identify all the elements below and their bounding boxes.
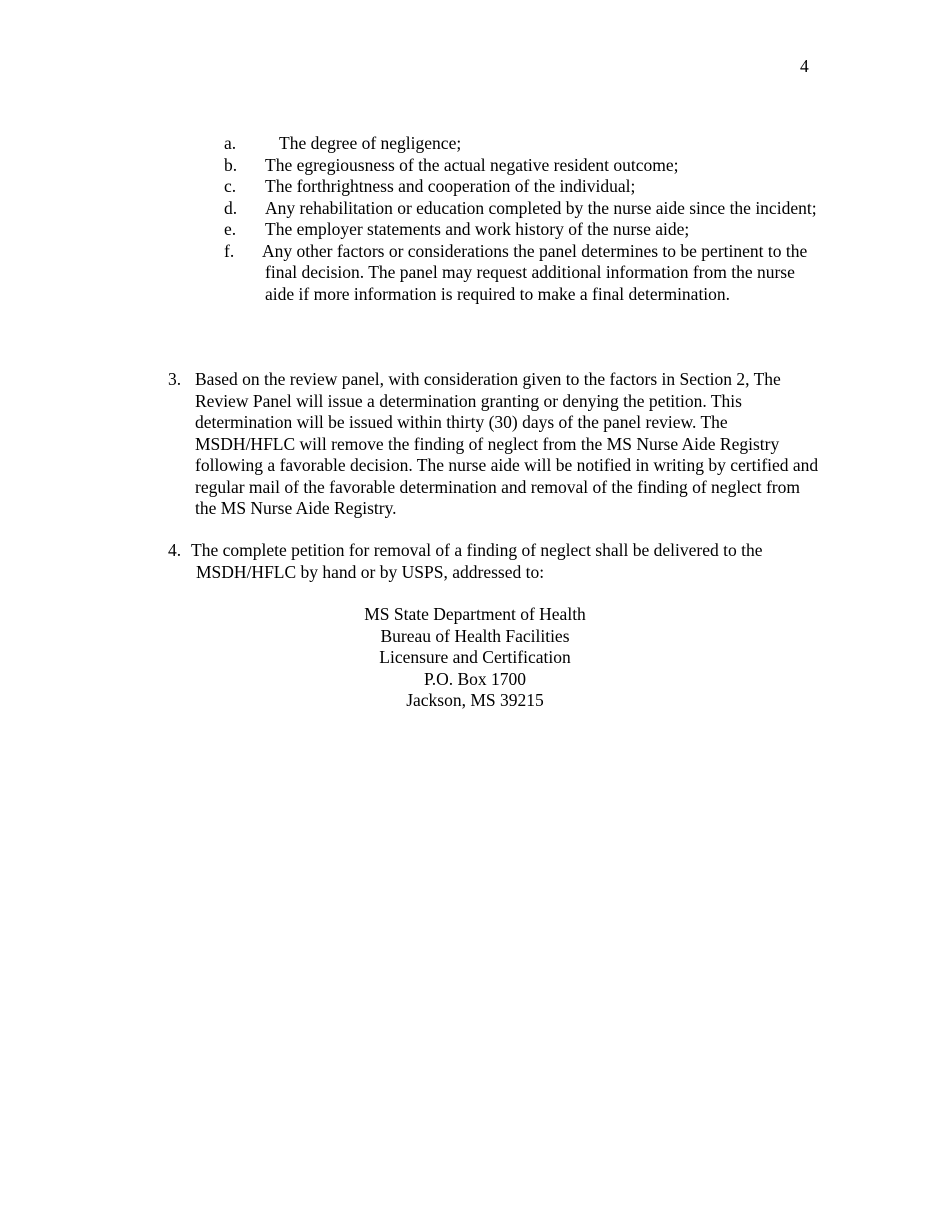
factor-text: The degree of negligence; [279,133,462,153]
factor-letter: b. [224,154,238,175]
factors-list [0,133,950,305]
section-text: Based on the review panel, with consideration given to the factors in Section 2, The Review Panel will issue a determination granting or denying the petition. This determination will be issued within thirty (30) days of the panel review. The MSDH/HFLC will remove the finding of neglect from the MS Nurse Aide Registry following a favorable decision. The nurse aide will be notified in writing by certified and regular mail of the favorable determination and removal of the finding of neglect from the MS Nurse Aide Registry. [195,369,819,518]
factor-item-d [0,198,950,220]
factor-item-c [0,176,950,198]
factor-text: The employer statements and work history of the nurse aide; [265,219,690,239]
address-line-city: Jackson, MS 39215 [406,690,544,710]
factor-letter: c. [224,176,237,196]
mailing-address [0,604,950,712]
section-text: The complete petition for removal of a finding of neglect shall be delivered to the MSDH/HFLC by hand or by USPS, addressed to: [191,540,763,582]
factor-text: The forthrightness and cooperation of the individual; [265,176,636,196]
page-number: 4 [800,56,809,76]
address-line-po-box: P.O. Box 1700 [423,668,527,689]
factor-letter: a. [224,133,237,153]
factor-letter: e. [224,219,237,239]
factor-item-b [0,155,950,177]
factor-letter: f. [224,240,235,261]
section-number: 3. [168,369,182,389]
address-line-organization: MS State Department of Health [364,604,586,624]
factor-item-a [0,133,950,155]
section-3-paragraph [0,369,950,520]
factor-letter: d. [224,197,238,218]
factor-text: The egregiousness of the actual negative resident outcome; [265,154,679,175]
factor-text: Any other factors or considerations the panel determines to be pertinent to the final decision. The panel may request additional information from the nurse aide if more information is required to make a final determination. [262,240,808,304]
address-line-bureau: Bureau of Health Facilities [380,625,570,646]
factor-item-f [0,241,950,306]
factor-text: Any rehabilitation or education completed by the nurse aide since the incident; [265,197,817,218]
factor-item-e [0,219,950,241]
section-number: 4. [168,540,182,560]
section-4-paragraph [0,540,950,583]
address-line-division: Licensure and Certification [379,647,571,667]
